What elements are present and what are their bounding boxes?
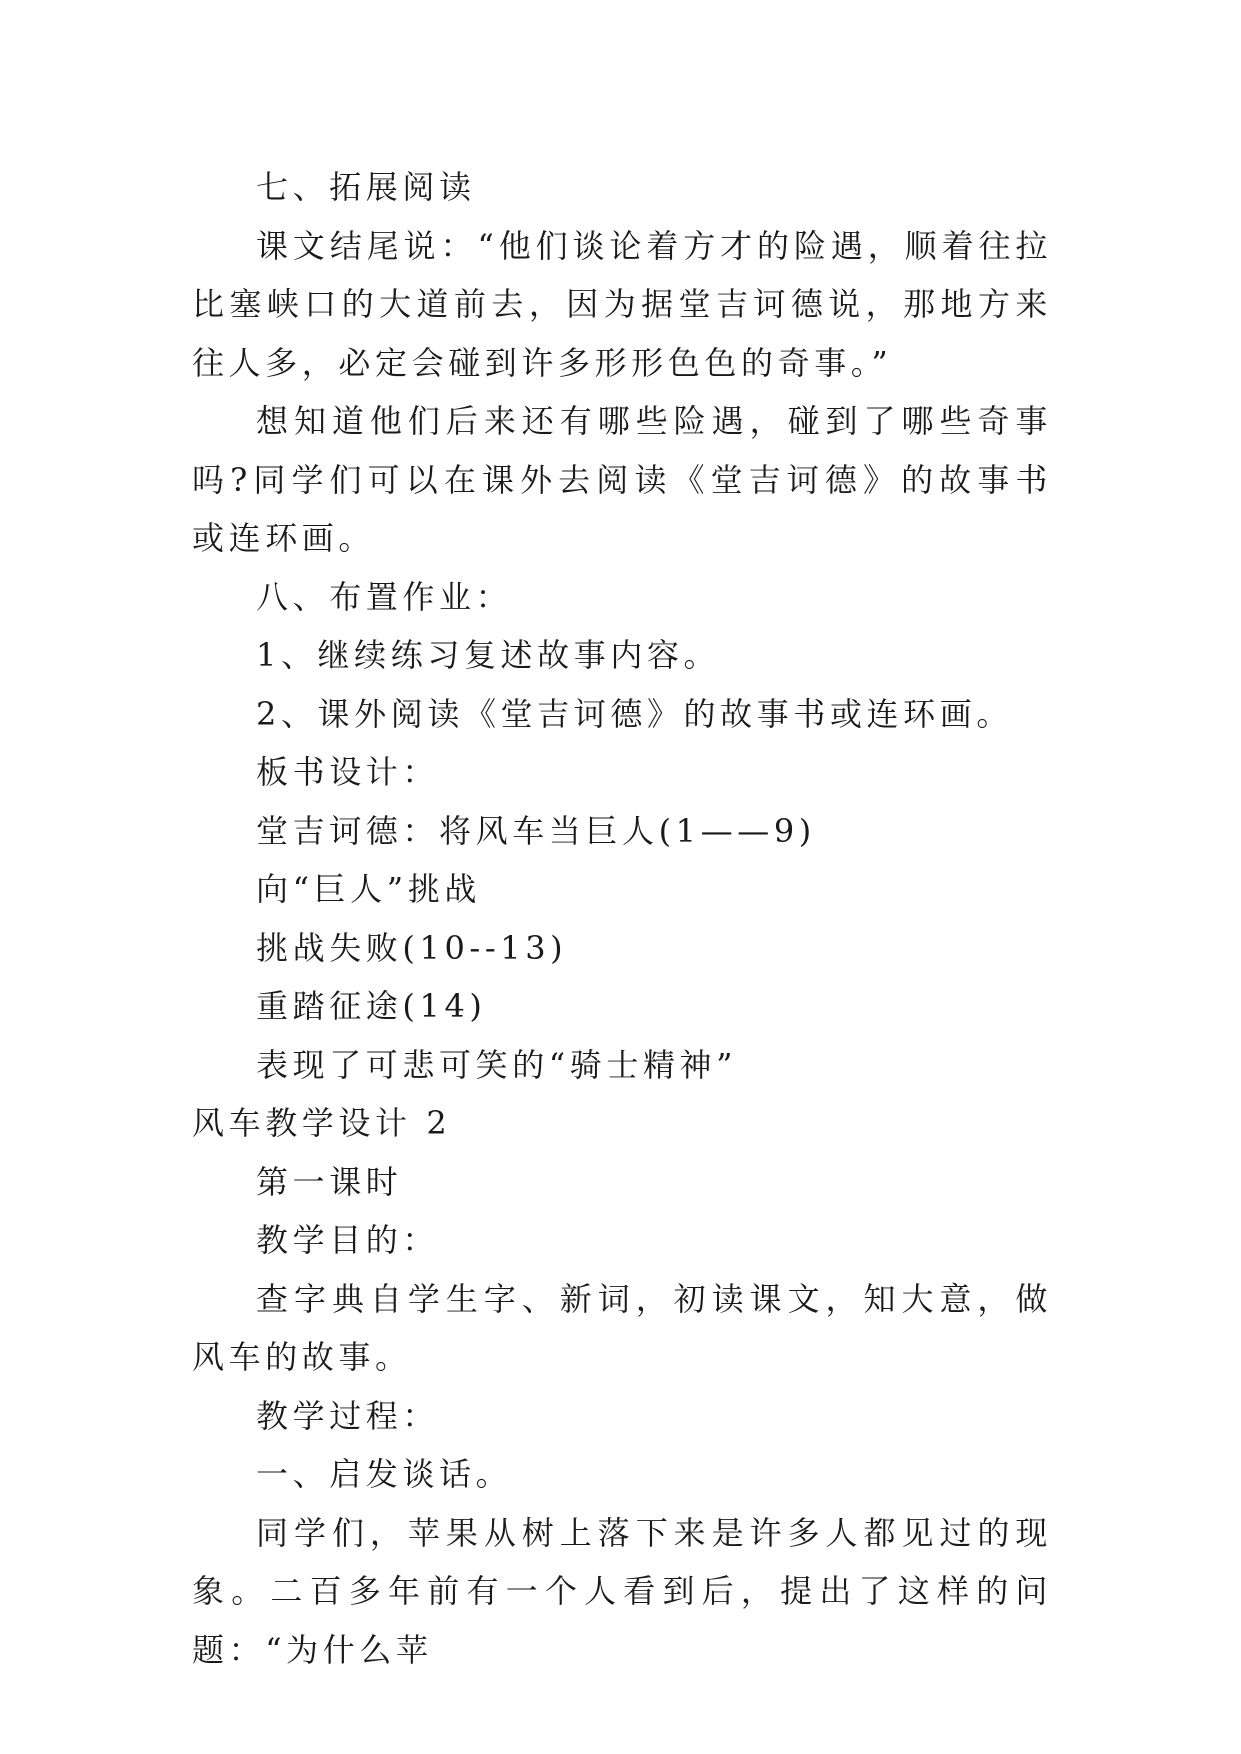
intro-talk-paragraph: 同学们，苹果从树上落下来是许多人都见过的现象。二百多年前有一个人看到后，提出了这样的问题：“为什么苹 (192, 1513, 1052, 1669)
board-design-line: 重踏征途(14) (256, 987, 487, 1025)
board-design-line: 表现了可悲可笑的“骑士精神” (256, 1045, 738, 1084)
teaching-goal-paragraph: 查字典自学生字、新词，初读课文，知大意，做风车的故事。 (192, 1279, 1052, 1376)
first-lesson-label: 第一课时 (256, 1162, 403, 1201)
design-2-title: 风车教学设计 2 (192, 1104, 452, 1142)
board-design-line: 向“巨人”挑战 (256, 870, 481, 908)
ending-quote-paragraph: 课文结尾说：“他们谈论着方才的险遇，顺着往拉比塞峡口的大道前去，因为据堂吉诃德说，那地方来往人多，必定会碰到许多形形色色的奇事。” (192, 226, 1052, 382)
document-page (192, 158, 1052, 1679)
section-7-heading: 七、拓展阅读 (256, 168, 476, 206)
teaching-process-heading: 教学过程： (256, 1396, 440, 1435)
step-1-heading: 一、启发谈话。 (256, 1455, 513, 1493)
section-8-heading: 八、布置作业： (256, 577, 513, 616)
board-design-line: 挑战失败(10--13) (256, 928, 568, 967)
board-design-line: 堂吉诃德：将风车当巨人(1——9) (256, 811, 816, 850)
homework-item-1: 1、继续练习复述故事内容。 (256, 636, 721, 674)
reading-suggestion-paragraph: 想知道他们后来还有哪些险遇，碰到了哪些奇事吗?同学们可以在课外去阅读《堂吉诃德》的故事书或连环画。 (192, 402, 1052, 557)
homework-item-2: 2、课外阅读《堂吉诃德》的故事书或连环画。 (256, 694, 1013, 733)
teaching-goal-heading: 教学目的： (256, 1221, 440, 1259)
board-design-heading: 板书设计： (256, 753, 440, 791)
